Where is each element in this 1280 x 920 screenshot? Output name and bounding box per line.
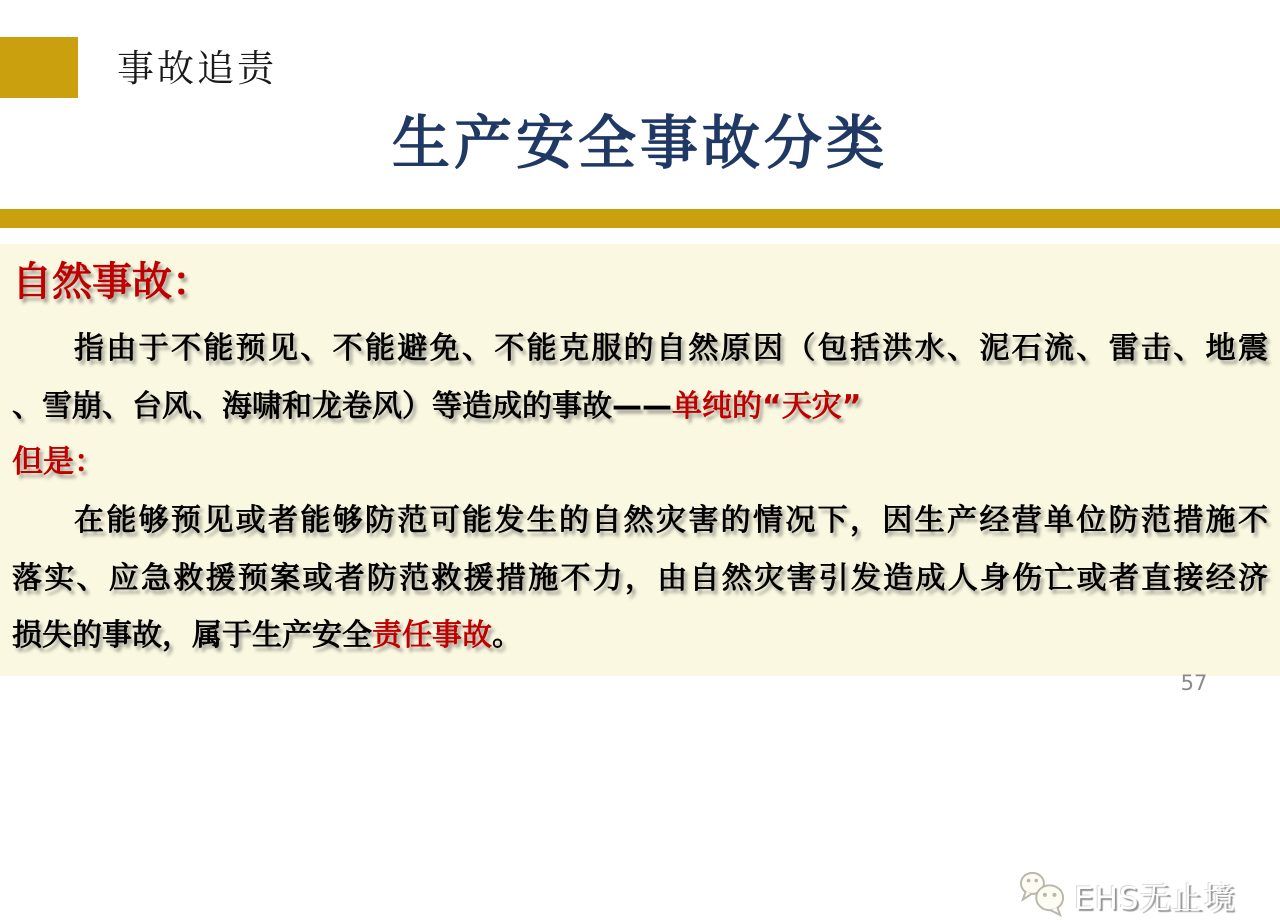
paragraph2-line3-red-emphasis: 责任事故 bbox=[372, 618, 492, 653]
paragraph1-line1: 指由于不能预见、不能避免、不能克服的自然原因（包括洪水、泥石流、雷击、地震 bbox=[74, 331, 1268, 366]
gold-divider-bar bbox=[0, 209, 1280, 228]
paragraph1-line2-red-emphasis: 单纯的“天灾” bbox=[672, 389, 862, 424]
page-number: 57 bbox=[1180, 671, 1208, 695]
gold-accent-block bbox=[0, 37, 78, 98]
section-label: 事故追责 bbox=[117, 47, 277, 90]
heading-natural-accident: 自然事故： bbox=[12, 259, 212, 305]
paragraph2-line3 bbox=[12, 615, 1268, 657]
paragraph1-line2 bbox=[12, 386, 1268, 428]
brand-watermark bbox=[1018, 870, 1236, 920]
heading-but: 但是： bbox=[12, 444, 105, 480]
brand-text: EHS无止境 bbox=[1074, 880, 1236, 917]
page-title: 生产安全事故分类 bbox=[391, 109, 888, 177]
paragraph2-line3-period: 。 bbox=[492, 618, 522, 653]
paragraph2-line3-black: 损失的事故，属于生产安全 bbox=[12, 618, 372, 653]
paragraph1-line2-black: 、雪崩、台风、海啸和龙卷风）等造成的事故—— bbox=[12, 389, 672, 424]
paragraph2-line2: 落实、应急救援预案或者防范救援措施不力，由自然灾害引发造成人身伤亡或者直接经济 bbox=[12, 561, 1268, 596]
paragraph2-line1: 在能够预见或者能够防范可能发生的自然灾害的情况下，因生产经营单位防范措施不 bbox=[74, 503, 1268, 538]
wechat-icon bbox=[1018, 870, 1066, 920]
